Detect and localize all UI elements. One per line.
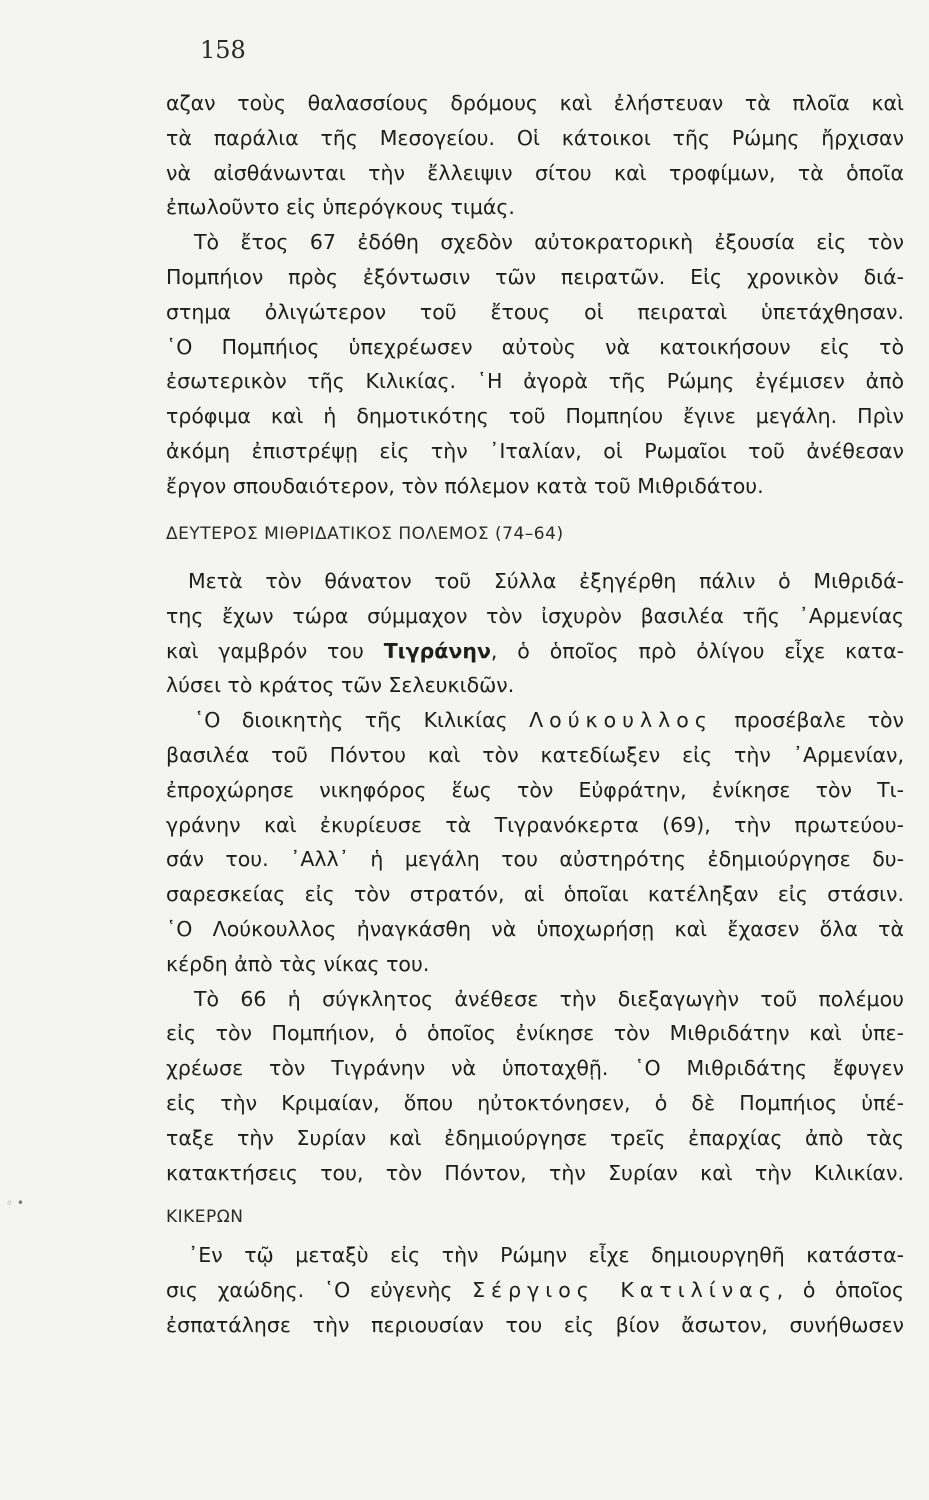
paragraph-intro [166,86,904,504]
text-line: ῾Ο Λούκουλλος ἠναγκάσθη νὰ ὑποχωρήσῃ καὶ ἔχασεν ὅλα τὰ [166,916,904,941]
spaced-name: Λούκουλλος [529,708,713,733]
text-line: ταξε τὴν Συρίαν καὶ ἐδημιούργησε τρεῖς ἐπαρχίας ἀπὸ τὰς [166,1125,904,1150]
spaced-name: Σέργιος Κατιλίνας [472,1277,777,1302]
text-line: τὰ παράλια τῆς Μεσογείου. Οἱ κάτοικοι τῆς Ρώμης ἤρχισαν [166,125,904,150]
text-segment: καὶ γαμβρόν του [166,638,364,663]
text-line: τρόφιμα καὶ ἡ δημοτικότης τοῦ Πομπηίου ἔγινε μεγάλη. Πρὶν [166,404,904,429]
paragraph-cicero [166,1238,904,1342]
text-segment: σις χαώδης. ῾Ο εὐγενὴς [166,1277,453,1302]
text-line: νὰ αἰσθάνωνται τὴν ἔλλειψιν σίτου καὶ τροφίμων, τὰ ὁποῖα [166,160,904,185]
text-line: ἐσπατάλησε τὴν περιουσίαν του εἰς βίον ἄσωτον, συνήθωσεν [166,1312,904,1337]
text-line: Πομπήιον πρὸς ἐξόντωσιν τῶν πειρατῶν. Εἰς χρονικὸν διά- [166,264,904,289]
text-line: εἰς τὴν Κριμαίαν, ὅπου ηὐτοκτόνησεν, ὁ δὲ Πομπήιος ὑπέ- [166,1090,904,1115]
text-line: σάν του. ᾿Αλλ᾿ ἡ μεγάλη του αὐστηρότης ἐδημιούργησε δυ- [166,847,904,872]
text-line: ἀκόμη ἐπιστρέψῃ εἰς τὴν ᾿Ιταλίαν, οἱ Ρωμαῖοι τοῦ ἀνέθεσαν [166,438,904,463]
text-line: της ἔχων τώρα σύμμαχον τὸν ἰσχυρὸν βασιλέα τῆς ᾿Αρμενίας [166,603,904,628]
text-segment: ῾Ο διοικητὴς τῆς Κιλικίας [194,708,508,733]
text-segment: , ὁ ὁποῖος πρὸ ὀλίγου εἶχε κατα- [490,638,904,663]
text-line: κέρδη ἀπὸ τὰς νίκας του. [166,951,430,976]
text-line: σαρεσκείας εἰς τὸν στρατόν, αἱ ὁποῖαι κατέληξαν εἰς στάσιν. [166,882,904,907]
text-segment: , ὁ ὁποῖος [776,1277,904,1302]
text-line: κατακτήσεις του, τὸν Πόντον, τὴν Συρίαν καὶ τὴν Κιλικίαν. [166,1160,904,1185]
text-line: ᾿Εν τῷ μεταξὺ εἰς τὴν Ρώμην εἶχε δημιουργηθῆ κατάστα- [188,1243,904,1267]
text-line: Τὸ ἔτος 67 ἐδόθη σχεδὸν αὐτοκρατορικὴ ἐξουσία εἰς τὸν [194,230,904,255]
text-line: γράνην καὶ ἐκυρίευσε τὰ Τιγρανόκερτα (69), τὴν πρωτεύου- [166,812,904,837]
section-heading-mithridatic-war: ΔΕΥΤΕΡΟΣ ΜΙΘΡΙΔΑΤΙΚΟΣ ΠΟΛΕΜΟΣ (74–64) [166,524,564,544]
text-line: λύσει τὸ κράτος τῶν Σελευκιδῶν. [166,673,515,698]
text-line [166,1273,904,1308]
text-line: Μετὰ τὸν θάνατον τοῦ Σύλλα ἐξηγέρθη πάλιν ὁ Μιθριδά- [188,569,904,593]
emphasized-name: Τιγράνην [383,638,491,663]
text-line: ἐπωλοῦντο εἰς ὑπερόγκους τιμάς. [166,195,515,220]
text-line [166,634,904,669]
text-line: βασιλέα τοῦ Πόντου καὶ τὸν κατεδίωξεν εἰς τὴν ᾿Αρμενίαν, [166,742,904,767]
text-line: εἰς τὸν Πομπήιον, ὁ ὁποῖος ἐνίκησε τὸν Μιθριδάτην καὶ ὑπε- [166,1021,904,1046]
paragraph-mithridatic-war [166,564,904,1190]
page-number: 158 [200,36,246,64]
section-heading-cicero: ΚΙΚΕΡΩΝ [166,1207,244,1227]
text-line: ἐσωτερικὸν τῆς Κιλικίας. ῾Η ἀγορὰ τῆς Ρώμης ἐγέμισεν ἀπὸ [166,369,904,394]
text-line: ῾Ο Πομπήιος ὑπεχρέωσεν αὐτοὺς νὰ κατοικήσουν εἰς τὸ [166,334,904,359]
text-line: στημα ὀλιγώτερον τοῦ ἔτους οἱ πειραταὶ ὑπετάχθησαν. [166,299,904,324]
text-line: ἐπροχώρησε νικηφόρος ἕως τὸν Εὐφράτην, ἐνίκησε τὸν Τι- [166,777,904,802]
margin-mark: ◦ • [6,1196,24,1210]
text-line: ἔργον σπουδαιότερον, τὸν πόλεμον κατὰ τοῦ Μιθριδάτου. [166,473,764,498]
text-line: χρέωσε τὸν Τιγράνην νὰ ὑποταχθῇ. ῾Ο Μιθριδάτης ἔφυγεν [166,1056,904,1081]
text-segment: προσέβαλε τὸν [734,708,904,733]
text-line: αζαν τοὺς θαλασσίους δρόμους καὶ ἐλήστευαν τὰ πλοῖα καὶ [166,91,904,115]
text-line: Τὸ 66 ἡ σύγκλητος ἀνέθεσε τὴν διεξαγωγὴν τοῦ πολέμου [194,986,904,1011]
text-line [166,703,904,738]
